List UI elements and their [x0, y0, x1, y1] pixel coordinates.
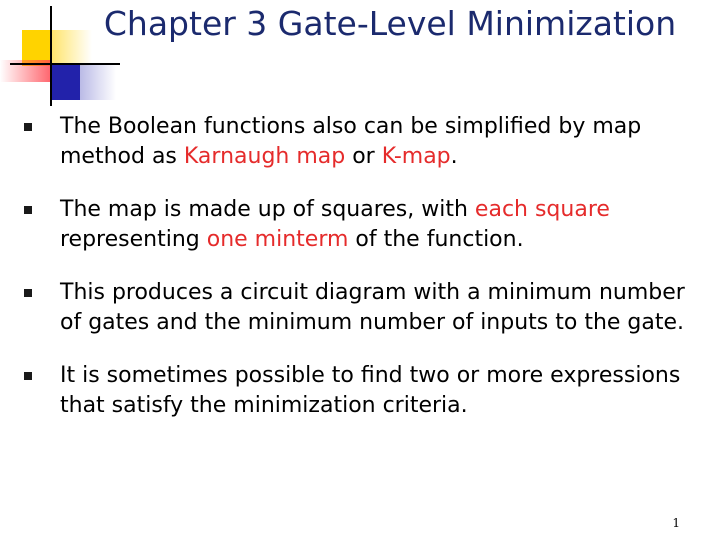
bullet-item [0, 195, 720, 255]
square-bullet-icon [24, 372, 32, 380]
square-bullet-icon [24, 289, 32, 297]
blue-fade [80, 64, 116, 100]
slide-title: Chapter 3 Gate-Level Minimization [103, 4, 677, 43]
bullet-text: . [450, 144, 458, 169]
highlight-term: K-map [381, 144, 451, 169]
vertical-rule [50, 6, 52, 106]
bullet-list [0, 112, 720, 444]
bullet-text: representing [60, 227, 207, 252]
horizontal-rule [10, 63, 120, 65]
highlight-term: Karnaugh map [183, 144, 346, 169]
highlight-term: one minterm [206, 227, 349, 252]
yellow-fade [52, 30, 92, 66]
bullet-item [0, 361, 720, 421]
bullet-item [0, 112, 720, 172]
bullet-text: It is sometimes possible to find two or more expressions that satisfy the minimization criteria. [60, 363, 681, 418]
square-bullet-icon [24, 123, 32, 131]
bullet-text: The map is made up of squares, with [60, 197, 475, 222]
bullet-text: of the function. [348, 227, 524, 252]
page-number: 1 [672, 516, 680, 530]
highlight-term: each square [474, 197, 610, 222]
square-bullet-icon [24, 206, 32, 214]
bullet-text: This produces a circuit diagram with a minimum number of gates and the minimum number of inputs to the gate. [60, 280, 685, 335]
bullet-text: or [345, 144, 382, 169]
bullet-text: The Boolean functions also can be simplified by map method as [60, 114, 642, 169]
blue-square [52, 64, 80, 100]
bullet-item [0, 278, 720, 338]
